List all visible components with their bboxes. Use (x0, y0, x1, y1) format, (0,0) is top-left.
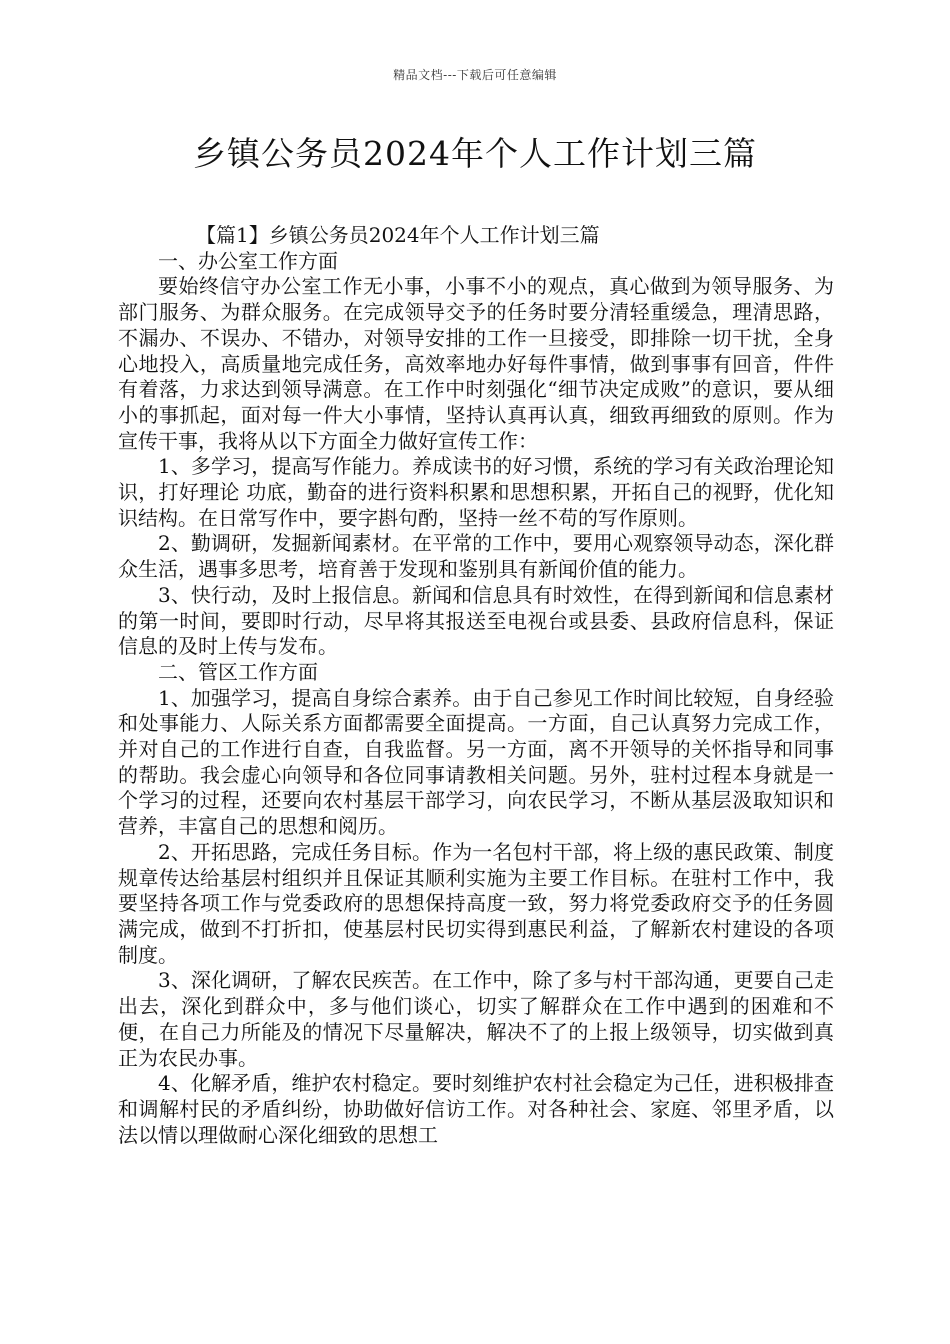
chapter-heading: 【篇1】乡镇公务员2024年个人工作计划三篇 (196, 223, 600, 247)
document-body (118, 223, 834, 1148)
section-heading-district: 二、管区工作方面 (158, 659, 318, 684)
paragraph-district-item-3: 3、深化调研，了解农民疾苦。在工作中，除了多与村干部沟通，更要自己走出去，深化到群众中，多与他们谈心，切实了解群众在工作中遇到的困难和不便，在自己力所能及的情况下尽量解决，解决不了的上报上级领导，切实做到真正为农民办事。 (118, 968, 834, 1070)
header-note: 精品文档---下载后可任意编辑 (393, 68, 557, 82)
paragraph-office-item-1: 1、多学习，提高写作能力。养成读书的好习惯，系统的学习有关政治理论知识，打好理论 功底，勤奋的进行资料积累和思想积累，开拓自己的视野，优化知识结构。在日常写作中，要字斟句酌，坚持一丝不苟的写作原则。 (118, 454, 834, 530)
paragraph-office-item-3: 3、快行动，及时上报信息。新闻和信息具有时效性，在得到新闻和信息素材的第一时间，要即时行动，尽早将其报送至电视台或县委、县政府信息科，保证信息的及时上传与发布。 (118, 582, 834, 659)
paragraph-office-item-2: 2、勤调研，发掘新闻素材。在平常的工作中，要用心观察领导动态，深化群众生活，遇事多思考，培育善于发现和鉴别具有新闻价值的能力。 (118, 531, 834, 582)
section-heading-office: 一、办公室工作方面 (158, 248, 338, 273)
document-title: 乡镇公务员2024年个人工作计划三篇 (193, 134, 757, 173)
paragraph-district-item-1: 1、加强学习，提高自身综合素养。由于自己参见工作时间比较短，自身经验和处事能力、人际关系方面都需要全面提高。一方面，自己认真努力完成工作，并对自己的工作进行自查，自我监督。另一方面，离不开领导的关怀指导和同事的帮助。我会虚心向领导和各位同事请教相关问题。另外，驻村过程本身就是一个学习的过程，还要向农村基层干部学习，向农民学习，不断从基层汲取知识和营养，丰富自己的思想和阅历。 (118, 685, 834, 839)
paragraph-office-intro: 要始终信守办公室工作无小事，小事不小的观点，真心做到为领导服务、为部门服务、为群众服务。在完成领导交予的任务时要分清轻重缓急，理清思路，不漏办、不误办、不错办，对领导安排的工作一旦接受，即排除一切干扰，全身心地投入，高质量地完成任务，高效率地办好每件事情，做到事事有回音，件件有着落，力求达到领导满意。在工作中时刻强化“细节决定成败”的意识，要从细小的事抓起，面对每一件大小事情，坚持认真再认真，细致再细致的原则。作为宣传干事，我将从以下方面全力做好宣传工作： (118, 274, 834, 453)
paragraph-district-item-2: 2、开拓思路，完成任务目标。作为一名包村干部，将上级的惠民政策、制度规章传达给基层村组织并且保证其顺利实施为主要工作目标。在驻村工作中，我要坚持各项工作与党委政府的思想保持高度一致，努力将党委政府交予的任务圆满完成，做到不打折扣，使基层村民切实得到惠民利益，了解新农村建设的各项制度。 (118, 839, 834, 967)
paragraph-district-item-4: 4、化解矛盾，维护农村稳定。要时刻维护农村社会稳定为己任，进积极排查和调解村民的矛盾纠纷，协助做好信访工作。对各种社会、家庭、邻里矛盾，以法以情以理做耐心深化细致的思想工 (118, 1071, 834, 1147)
